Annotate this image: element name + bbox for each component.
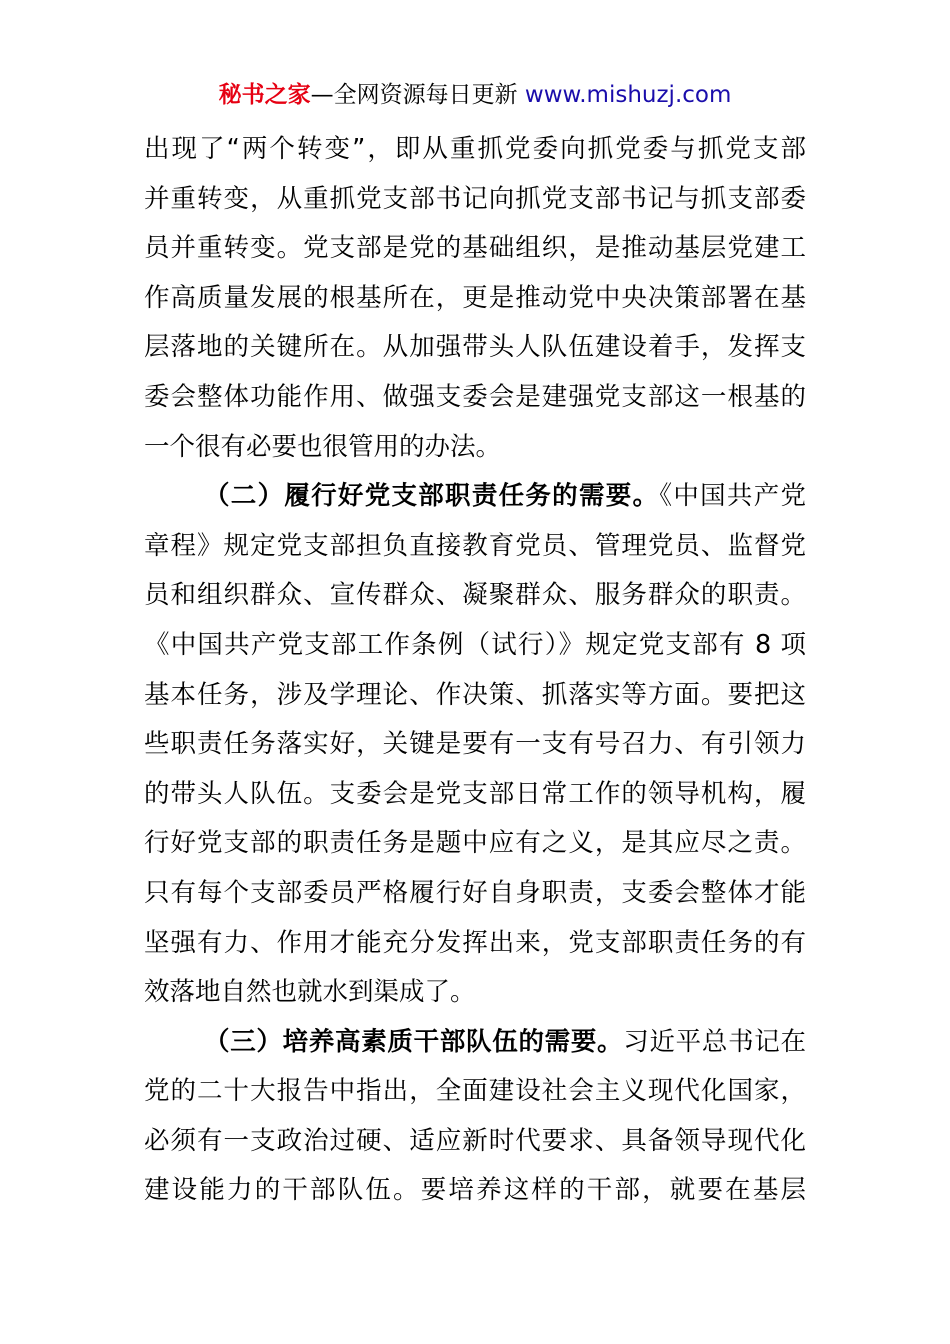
section-heading: （三）培养高素质干部队伍的需要。 (204, 1026, 624, 1057)
site-url-link[interactable]: www.mishuzj.com (524, 82, 732, 108)
text-line: 并重转变，从重抓党支部书记向抓党支部书记与抓支部委 (144, 183, 806, 214)
text-line: 章程》规定党支部担负直接教育党员、管理党员、监督党 (144, 530, 806, 561)
text-line: 建设能力的干部队伍。要培养这样的干部，就要在基层 (144, 1175, 806, 1206)
paragraph (144, 125, 806, 472)
text-line (144, 1018, 806, 1068)
text-line: 的带头人队伍。支委会是党支部日常工作的领导机构，履 (144, 778, 806, 809)
text-line: 员并重转变。党支部是党的基础组织，是推动基层党建工 (144, 233, 806, 264)
paragraph (144, 472, 806, 1018)
text-line: 只有每个支部委员严格履行好自身职责，支委会整体才能 (144, 877, 806, 908)
document-body (144, 125, 806, 1216)
header-slogan: —全网资源每日更新 (310, 82, 518, 108)
text-line: 出现了“两个转变”，即从重抓党委向抓党委与抓党支部 (144, 134, 806, 164)
text-line: 员和组织群众、宣传群众、凝聚群众、服务群众的职责。 (144, 580, 806, 611)
text-line (144, 472, 806, 522)
text-line: 坚强有力、作用才能充分发挥出来，党支部职责任务的有 (144, 927, 806, 958)
text-run: 习近平总书记在 (623, 1026, 806, 1057)
section-heading: （二）履行好党支部职责任务的需要。 (204, 481, 660, 512)
site-header (0, 78, 950, 112)
paragraph (144, 1018, 806, 1216)
text-run: 《中国共产党 (659, 481, 806, 512)
text-line: 委会整体功能作用、做强支委会是建强党支部这一根基的 (144, 381, 806, 412)
text-line: 一个很有必要也很管用的办法。 (144, 431, 502, 462)
text-line: 作高质量发展的根基所在，更是推动党中央决策部署在基 (144, 282, 806, 313)
text-line: 效落地自然也就水到渠成了。 (144, 977, 476, 1008)
text-line: 行好党支部的职责任务是题中应有之义，是其应尽之责。 (144, 828, 806, 859)
text-line: 层落地的关键所在。从加强带头人队伍建设着手，发挥支 (144, 332, 806, 363)
brand-name: 秘书之家 (218, 82, 311, 108)
text-line: 些职责任务落实好，关键是要有一支有号召力、有引领力 (144, 729, 806, 760)
text-line: 党的二十大报告中指出，全面建设社会主义现代化国家， (144, 1076, 806, 1107)
text-line: 必须有一支政治过硬、适应新时代要求、具备领导现代化 (144, 1125, 806, 1156)
text-line: 《中国共产党支部工作条例（试行）》规定党支部有 8 项 (144, 629, 806, 660)
text-line: 基本任务，涉及学理论、作决策、抓落实等方面。要把这 (144, 679, 806, 710)
